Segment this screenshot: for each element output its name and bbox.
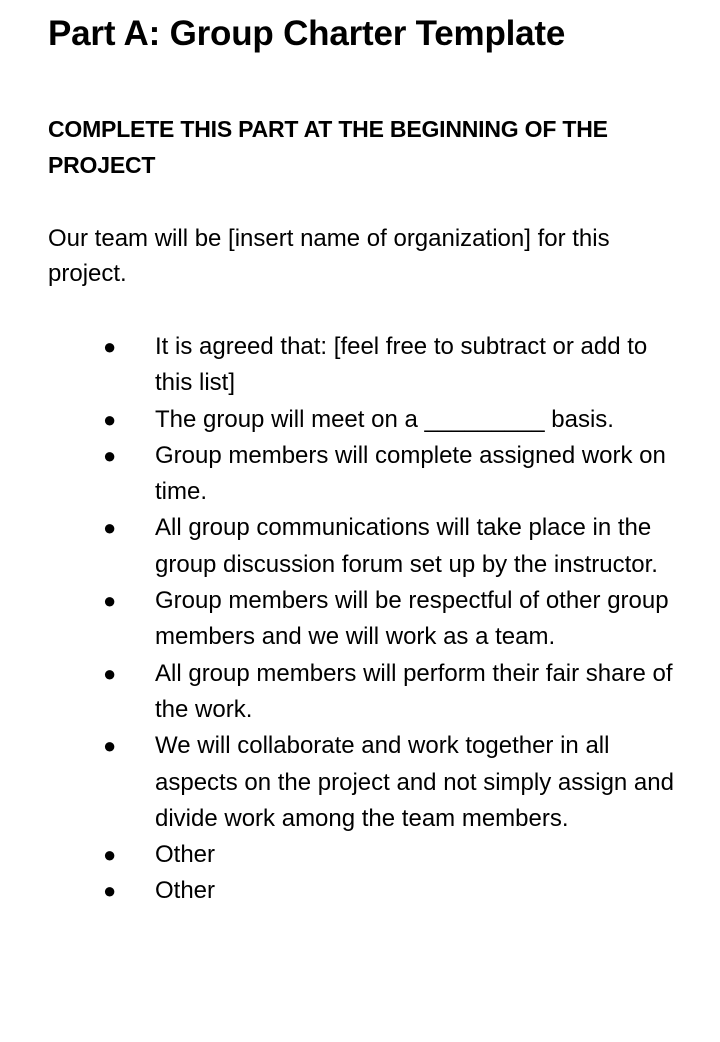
list-item-text: Other: [155, 877, 216, 905]
list-item-text: Group members will complete assigned work on time.: [155, 441, 666, 506]
list-item-text: It is agreed that: [feel free to subtract or add to this list]: [155, 333, 648, 397]
list-item: [48, 402, 680, 438]
list-item: [48, 837, 680, 873]
list-item: [48, 510, 680, 583]
list-item: [48, 873, 680, 909]
bullet-icon: ●: [103, 733, 117, 759]
bullet-icon: ●: [103, 334, 117, 359]
list-item-text: Other: [155, 841, 216, 869]
list-item: [48, 583, 680, 656]
list-item: [48, 728, 680, 837]
bullet-icon: ●: [103, 442, 117, 468]
bullet-icon: ●: [103, 660, 117, 686]
list-item-text: All group communications will take place in the group discussion forum set up by the instructor.: [155, 514, 658, 578]
intro-paragraph: Our team will be [insert name of organization] for this project.: [48, 225, 610, 287]
list-item: [48, 656, 680, 729]
bullet-icon: ●: [103, 878, 117, 904]
list-item-text: All group members will perform their fair share of the work.: [155, 659, 673, 723]
list-item: [48, 329, 680, 402]
bullet-icon: ●: [103, 842, 117, 868]
list-item: [48, 438, 680, 511]
list-item-text: Group members will be respectful of other group members and we will work as a team.: [155, 587, 669, 651]
bullet-icon: ●: [103, 406, 117, 432]
bullet-icon: ●: [103, 588, 117, 614]
bullet-icon: ●: [103, 515, 117, 541]
list-item-text: The group will meet on a _________ basis.: [155, 405, 614, 433]
list-item-text: We will collaborate and work together in all aspects on the project and not simply assign and divide work among the team members.: [155, 732, 674, 832]
document-title: Part A: Group Charter Template: [48, 14, 566, 53]
section-instruction: COMPLETE THIS PART AT THE BEGINNING OF THE PROJECT: [48, 116, 608, 178]
agreement-list: [48, 329, 680, 910]
